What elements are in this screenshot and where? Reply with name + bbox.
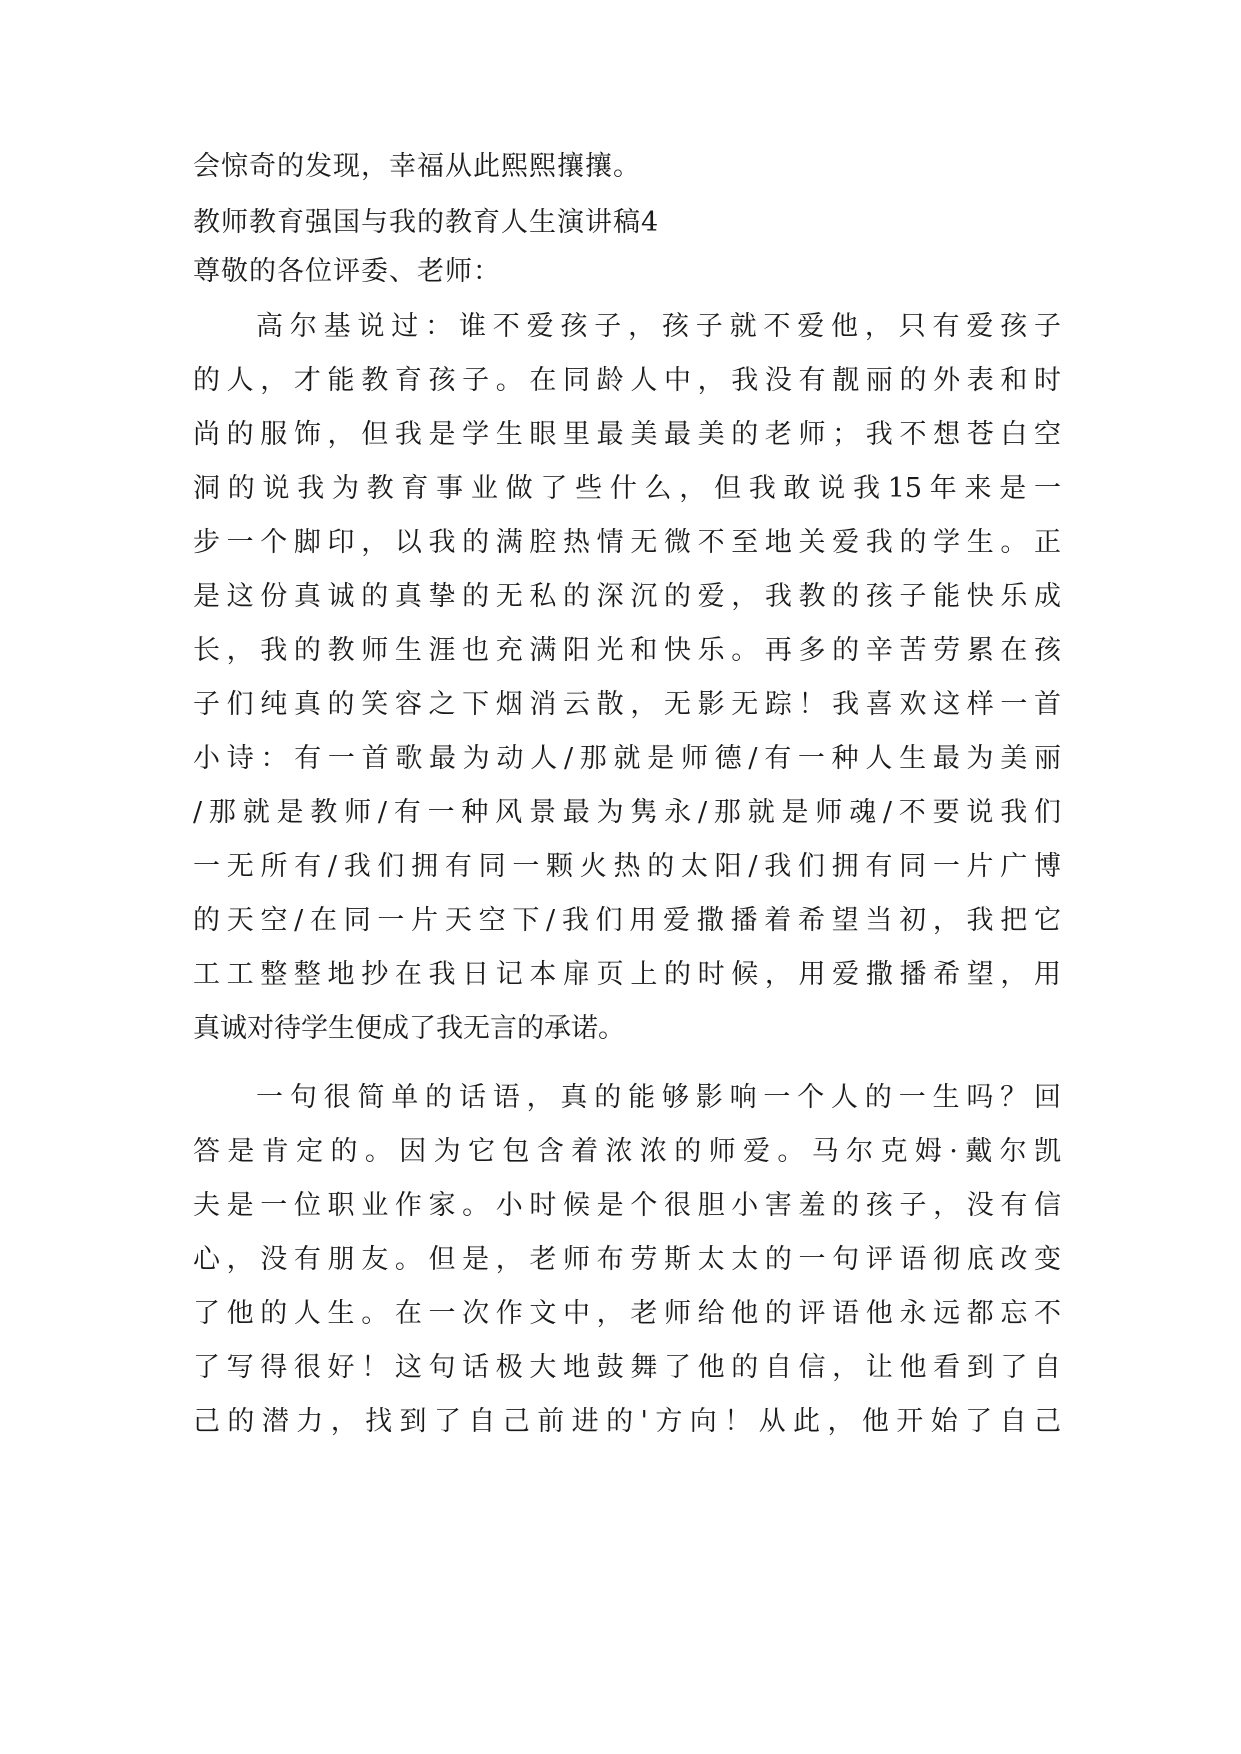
paragraph-line: 真诚对待学生便成了我无言的承诺。	[193, 1013, 625, 1044]
paragraph-line: 的天空/在同一片天空下/我们用爱撒播着希望当初，我把它	[193, 905, 1061, 936]
paragraph-line: 的人，才能教育孩子。在同龄人中，我没有靓丽的外表和时	[193, 365, 1061, 396]
intro-line: 会惊奇的发现，幸福从此熙熙攘攘。	[193, 151, 641, 182]
paragraph-line: 步一个脚印，以我的满腔热情无微不至地关爱我的学生。正	[193, 527, 1061, 558]
paragraph-line: 答是肯定的。因为它包含着浓浓的师爱。马尔克姆·戴尔凯	[193, 1136, 1061, 1167]
paragraph-line: 了写得很好！这句话极大地鼓舞了他的自信，让他看到了自	[193, 1352, 1061, 1383]
paragraph-line: 小诗：有一首歌最为动人/那就是师德/有一种人生最为美丽	[193, 743, 1061, 774]
paragraph-line: 是这份真诚的真挚的无私的深沉的爱，我教的孩子能快乐成	[193, 581, 1061, 612]
paragraph-line: 尚的服饰，但我是学生眼里最美最美的老师；我不想苍白空	[193, 419, 1061, 450]
paragraph-line: /那就是教师/有一种风景最为隽永/那就是师魂/不要说我们	[193, 797, 1061, 828]
paragraph-line: 工工整整地抄在我日记本扉页上的时候，用爱撒播希望，用	[193, 959, 1061, 990]
speech-title: 教师教育强国与我的教育人生演讲稿4	[193, 207, 660, 238]
paragraph-line: 长，我的教师生涯也充满阳光和快乐。再多的辛苦劳累在孩	[193, 635, 1061, 666]
paragraph-line: 一句很简单的话语，真的能够影响一个人的一生吗？回	[256, 1082, 1061, 1113]
paragraph-line: 了他的人生。在一次作文中，老师给他的评语他永远都忘不	[193, 1298, 1061, 1329]
paragraph-line: 己的潜力，找到了自己前进的'方向！从此，他开始了自己	[193, 1406, 1061, 1437]
salutation: 尊敬的各位评委、老师：	[193, 256, 501, 287]
paragraph-line: 夫是一位职业作家。小时候是个很胆小害羞的孩子，没有信	[193, 1190, 1061, 1221]
paragraph-line: 子们纯真的笑容之下烟消云散，无影无踪！我喜欢这样一首	[193, 689, 1061, 720]
paragraph-line: 心，没有朋友。但是，老师布劳斯太太的一句评语彻底改变	[193, 1244, 1061, 1275]
paragraph-line: 高尔基说过：谁不爱孩子，孩子就不爱他，只有爱孩子	[256, 311, 1061, 342]
paragraph-line: 洞的说我为教育事业做了些什么，但我敢说我15年来是一	[193, 473, 1061, 504]
paragraph-line: 一无所有/我们拥有同一颗火热的太阳/我们拥有同一片广博	[193, 851, 1061, 882]
